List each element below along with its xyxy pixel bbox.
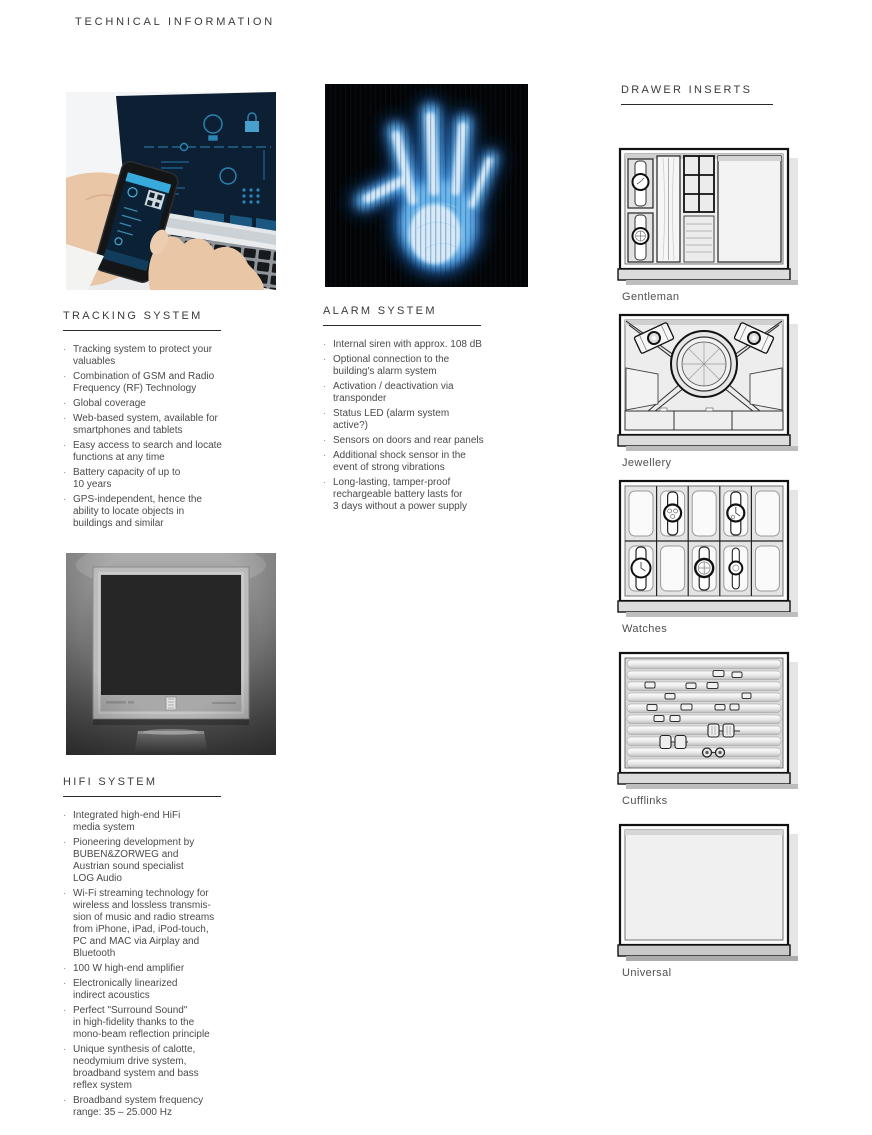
list-item-text: Sensors on doors and rear panels xyxy=(333,435,484,446)
bullet-dot: · xyxy=(323,408,327,419)
list-item xyxy=(63,810,293,834)
list-item xyxy=(63,440,283,464)
list-item xyxy=(63,837,293,885)
drawer-inserts-heading: DRAWER INSERTS xyxy=(621,84,773,105)
bullet-dot: · xyxy=(323,450,327,461)
list-item-text: Additional shock sensor in the event of strong vibrations xyxy=(333,450,466,473)
dot-grid-icon xyxy=(242,188,259,203)
list-item-text: Electronically linearized indirect acoustics xyxy=(73,978,178,1001)
insert-label: Watches xyxy=(622,623,668,635)
insert-jewellery xyxy=(616,312,806,469)
list-item xyxy=(323,381,523,405)
list-item-text: Perfect "Surround Sound" in high-fidelity thanks to the mono-beam reflection principle xyxy=(73,1005,210,1040)
insert-watches xyxy=(616,478,806,635)
hifi-system-list xyxy=(63,810,293,1119)
watch-icon xyxy=(633,161,649,206)
list-item-text: Long-lasting, tamper-proof rechargeable battery lasts for 3 days without a power supply xyxy=(333,477,467,512)
bullet-dot: · xyxy=(63,467,67,478)
bullet-dot: · xyxy=(63,837,67,848)
list-item xyxy=(63,398,283,410)
bullet-dot: · xyxy=(63,371,67,382)
alarm-system-section xyxy=(323,305,523,516)
bullet-dot: · xyxy=(323,477,327,488)
round-compartment xyxy=(671,331,737,397)
list-item-text: Pioneering development by BUBEN&ZORWEG and Austrian sound specialist LOG Audio xyxy=(73,837,195,884)
jewellery-insert-drawing xyxy=(616,312,802,452)
insert-label: Gentleman xyxy=(622,291,680,303)
list-item-text: Broadband system frequency range: 35 – 25.000 Hz xyxy=(73,1095,204,1118)
list-item-text: Status LED (alarm system active?) xyxy=(333,408,450,431)
bullet-dot: · xyxy=(63,1095,67,1106)
bullet-dot: · xyxy=(63,978,67,989)
list-item-text: 100 W high-end amplifier xyxy=(73,963,185,974)
list-item-text: Web-based system, available for smartphones and tablets xyxy=(73,413,218,436)
alarm-system-heading: ALARM SYSTEM xyxy=(323,305,481,326)
list-item-text: Internal siren with approx. 108 dB xyxy=(333,339,482,350)
bullet-dot: · xyxy=(63,440,67,451)
list-item-text: Battery capacity of up to 10 years xyxy=(73,467,181,490)
tracking-system-section xyxy=(63,310,283,533)
list-item-text: Tracking system to protect your valuables xyxy=(73,344,213,367)
alarm-system-photo xyxy=(325,84,528,287)
tracking-system-photo xyxy=(66,92,276,290)
bullet-dot: · xyxy=(63,963,67,974)
alarm-system-list xyxy=(323,339,523,513)
drawer-inserts-section xyxy=(621,84,773,105)
bullet-dot: · xyxy=(63,344,67,355)
tracking-system-heading: TRACKING SYSTEM xyxy=(63,310,221,331)
list-item xyxy=(63,494,283,530)
hifi-system-section xyxy=(63,776,293,1122)
bullet-dot: · xyxy=(63,810,67,821)
list-item xyxy=(323,450,523,474)
insert-universal xyxy=(616,822,806,979)
bullet-dot: · xyxy=(323,381,327,392)
watches-insert-drawing xyxy=(616,478,802,618)
lock-icon xyxy=(245,121,259,132)
list-item xyxy=(323,408,523,432)
list-item xyxy=(63,978,293,1002)
bullet-dot: · xyxy=(323,435,327,446)
hifi-system-heading: HIFI SYSTEM xyxy=(63,776,221,797)
list-item-text: Wi-Fi streaming technology for wireless and lossless transmis- sion of music and radio streams from iPhone, iPad, iPod-touch, PC and MAC via Airplay and Bluetooth xyxy=(73,888,215,959)
bullet-dot: · xyxy=(323,339,327,350)
list-item xyxy=(323,354,523,378)
insert-cufflinks xyxy=(616,650,806,807)
bullet-dot: · xyxy=(63,888,67,899)
cufflinks-insert-drawing xyxy=(616,650,802,790)
hifi-system-photo xyxy=(66,553,276,755)
bullet-dot: · xyxy=(63,1044,67,1055)
bullet-dot: · xyxy=(63,1005,67,1016)
insert-label: Cufflinks xyxy=(622,795,668,807)
list-item xyxy=(63,371,283,395)
list-item xyxy=(63,963,293,975)
list-item-text: Activation / deactivation via transponder xyxy=(333,381,454,404)
universal-insert-drawing xyxy=(616,822,802,962)
list-item-text: Combination of GSM and Radio Frequency (RF) Technology xyxy=(73,371,215,394)
list-item xyxy=(63,344,283,368)
list-item-text: Global coverage xyxy=(73,398,146,409)
list-item xyxy=(323,435,523,447)
insert-label: Universal xyxy=(622,967,672,979)
list-item-text: Optional connection to the building's alarm system xyxy=(333,354,450,377)
list-item xyxy=(63,467,283,491)
list-item-text: Easy access to search and locate functions at any time xyxy=(73,440,222,463)
bullet-dot: · xyxy=(323,354,327,365)
tracking-system-list xyxy=(63,344,283,530)
list-item xyxy=(63,1005,293,1041)
insert-gentleman xyxy=(616,146,806,303)
list-item xyxy=(63,413,283,437)
bullet-dot: · xyxy=(63,413,67,424)
list-item xyxy=(63,888,293,960)
bullet-dot: · xyxy=(63,398,67,409)
list-item-text: Unique synthesis of calotte, neodymium drive system, broadband system and bass reflex system xyxy=(73,1044,199,1091)
bullet-dot: · xyxy=(63,494,67,505)
list-item xyxy=(323,477,523,513)
list-item xyxy=(63,1095,293,1119)
list-item xyxy=(323,339,523,351)
page-title: TECHNICAL INFORMATION xyxy=(75,16,275,28)
gentleman-insert-drawing xyxy=(616,146,802,286)
list-item xyxy=(63,1044,293,1092)
list-item-text: GPS-independent, hence the ability to locate objects in buildings and similar xyxy=(73,494,202,529)
insert-label: Jewellery xyxy=(622,457,672,469)
list-item-text: Integrated high-end HiFi media system xyxy=(73,810,181,833)
scanline-overlay xyxy=(325,84,528,287)
watch-icon xyxy=(633,215,649,260)
